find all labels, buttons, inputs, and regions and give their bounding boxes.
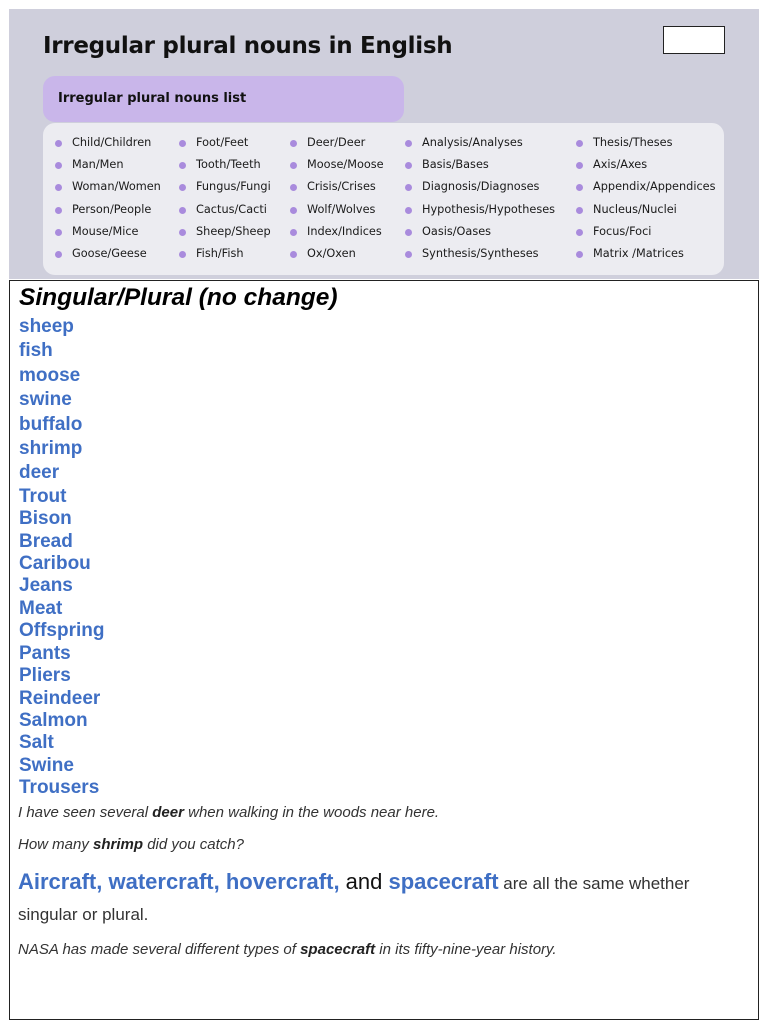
noun-pair-text: Fish/Fish [196, 246, 244, 260]
bullet-dot-icon [576, 229, 583, 236]
bullet-dot-icon [179, 140, 186, 147]
example-text: I have seen several [18, 804, 153, 821]
noun-pair-item [179, 224, 271, 246]
example-text: How many [18, 836, 94, 853]
content-frame [9, 280, 759, 1020]
no-change-word: Offspring [19, 620, 105, 642]
list-heading-pill [43, 76, 404, 122]
no-change-word: shrimp [19, 438, 83, 460]
bullet-dot-icon [55, 251, 62, 258]
bullet-dot-icon [405, 251, 412, 258]
bullet-dot-icon [405, 140, 412, 147]
example-sentence-2 [18, 836, 244, 853]
noun-pair-item [55, 179, 161, 201]
bullet-dot-icon [179, 229, 186, 236]
example-text: did you catch? [143, 836, 244, 853]
noun-column-3 [290, 135, 384, 268]
no-change-word: Salt [19, 732, 54, 754]
bullet-dot-icon [290, 229, 297, 236]
noun-pair-item [576, 246, 716, 268]
noun-pair-item [405, 246, 555, 268]
noun-column-4 [405, 135, 555, 268]
noun-pair-item [290, 135, 384, 157]
bullet-dot-icon [290, 162, 297, 169]
noun-pair-text: Child/Children [72, 136, 152, 149]
example-text: in its fifty-nine-year history. [375, 941, 557, 958]
example-bold-word: deer [152, 804, 184, 821]
noun-pair-text: Analysis/Analyses [422, 136, 523, 149]
bullet-dot-icon [290, 251, 297, 258]
noun-pair-item [405, 135, 555, 157]
no-change-word: sheep [19, 316, 74, 337]
no-change-word: fish [19, 340, 53, 362]
noun-pair-item [179, 157, 271, 179]
no-change-word: Salmon [19, 709, 88, 731]
and-word: and [339, 869, 389, 894]
example-sentence-3 [18, 941, 557, 958]
noun-pair-text: Moose/Moose [307, 158, 384, 172]
noun-pair-text: Mouse/Mice [72, 224, 139, 238]
word-list [19, 315, 105, 800]
noun-pair-item [405, 179, 555, 201]
bullet-dot-icon [405, 184, 412, 191]
noun-column-5 [576, 135, 716, 268]
bullet-dot-icon [290, 184, 297, 191]
noun-pair-item [55, 202, 161, 224]
noun-pair-item [576, 135, 716, 157]
blank-box [663, 26, 725, 54]
noun-column-1 [55, 135, 161, 268]
noun-pair-text: Ox/Oxen [307, 246, 356, 260]
noun-list-card [43, 123, 724, 275]
noun-pair-text: Woman/Women [72, 180, 161, 194]
noun-pair-text: Hypothesis/Hypotheses [422, 202, 556, 216]
example-sentence-1 [18, 804, 439, 821]
bullet-dot-icon [179, 162, 186, 169]
bullet-dot-icon [405, 229, 412, 236]
no-change-word: Swine [19, 754, 74, 776]
noun-pair-text: Diagnosis/Diagnoses [422, 180, 540, 194]
no-change-word: Meat [19, 597, 63, 619]
no-change-word: deer [19, 462, 60, 484]
noun-pair-text: Goose/Geese [72, 246, 147, 260]
bullet-dot-icon [55, 162, 62, 169]
noun-pair-text: Appendix/Appendices [593, 180, 716, 194]
noun-pair-item [290, 157, 384, 179]
no-change-word: moose [19, 364, 81, 386]
noun-pair-item [290, 179, 384, 201]
example-text: NASA has made several different types of [18, 941, 301, 958]
no-change-word: Pants [19, 642, 71, 664]
noun-pair-item [576, 157, 716, 179]
noun-pair-text: Matrix /Matrices [593, 246, 684, 260]
noun-pair-text: Nucleus/Nuclei [593, 202, 677, 216]
noun-pair-text: Fungus/Fungi [196, 180, 271, 194]
bullet-dot-icon [576, 251, 583, 258]
noun-pair-text: Cactus/Cacti [196, 202, 267, 216]
bullet-dot-icon [55, 229, 62, 236]
noun-pair-item [55, 246, 161, 268]
bullet-dot-icon [55, 207, 62, 214]
bullet-dot-icon [179, 207, 186, 214]
noun-pair-text: Synthesis/Syntheses [422, 246, 539, 260]
paragraph-rest: are all the same whether singular or plural. [18, 874, 690, 924]
no-change-word: Bison [19, 508, 72, 530]
craft-words: Aircraft, watercraft, hovercraft, [18, 869, 340, 894]
example-bold-word: spacecraft [300, 941, 376, 958]
noun-pair-text: Basis/Bases [422, 158, 489, 172]
noun-pair-text: Sheep/Sheep [196, 224, 271, 238]
noun-pair-text: Foot/Feet [196, 136, 249, 149]
section-heading: Singular/Plural (no change) [19, 284, 338, 311]
spacecraft-word: spacecraft [388, 869, 499, 894]
bullet-dot-icon [290, 140, 297, 147]
no-change-word: swine [19, 389, 72, 411]
no-change-word: Pliers [19, 665, 71, 687]
noun-column-2 [179, 135, 271, 268]
noun-pair-item [405, 224, 555, 246]
no-change-word: Trout [19, 485, 67, 507]
no-change-word: Bread [19, 530, 73, 552]
noun-pair-item [290, 202, 384, 224]
bullet-dot-icon [405, 162, 412, 169]
noun-pair-text: Tooth/Teeth [196, 158, 261, 172]
noun-pair-item [576, 202, 716, 224]
example-text: when walking in the woods near here. [183, 804, 440, 821]
list-heading: Irregular plural nouns list [58, 91, 247, 106]
noun-pair-text: Index/Indices [307, 224, 382, 238]
craft-paragraph [18, 866, 738, 930]
noun-pair-item [55, 224, 161, 246]
no-change-word: Trousers [19, 777, 100, 799]
noun-pair-text: Deer/Deer [307, 136, 366, 149]
bullet-dot-icon [576, 140, 583, 147]
noun-pair-item [179, 135, 271, 157]
banner-title: Irregular plural nouns in English [43, 33, 453, 59]
noun-pair-item [290, 246, 384, 268]
noun-pair-item [179, 246, 271, 268]
bullet-dot-icon [290, 207, 297, 214]
bullet-dot-icon [405, 207, 412, 214]
noun-pair-item [576, 224, 716, 246]
bullet-dot-icon [179, 251, 186, 258]
bullet-dot-icon [576, 207, 583, 214]
noun-pair-text: Oasis/Oases [422, 224, 492, 238]
bullet-dot-icon [179, 184, 186, 191]
noun-pair-text: Person/People [72, 202, 152, 216]
no-change-word: buffalo [19, 413, 83, 435]
bullet-dot-icon [55, 140, 62, 147]
noun-pair-text: Wolf/Wolves [307, 202, 376, 216]
noun-pair-item [179, 202, 271, 224]
noun-pair-item [55, 157, 161, 179]
noun-pair-item [576, 179, 716, 201]
noun-pair-text: Crisis/Crises [307, 180, 376, 194]
noun-pair-item [179, 179, 271, 201]
noun-pair-item [55, 135, 161, 157]
noun-pair-text: Man/Men [72, 158, 124, 172]
noun-pair-text: Thesis/Theses [593, 136, 673, 149]
no-change-word: Caribou [19, 553, 91, 575]
noun-pair-item [290, 224, 384, 246]
example-bold-word: shrimp [93, 836, 144, 853]
noun-pair-item [405, 157, 555, 179]
no-change-word: Jeans [19, 575, 73, 597]
noun-pair-text: Axis/Axes [593, 158, 648, 172]
bullet-dot-icon [576, 184, 583, 191]
infographic-banner [9, 9, 759, 279]
noun-pair-item [405, 202, 555, 224]
bullet-dot-icon [55, 184, 62, 191]
noun-pair-text: Focus/Foci [593, 224, 652, 238]
bullet-dot-icon [576, 162, 583, 169]
no-change-word: Reindeer [19, 687, 101, 709]
